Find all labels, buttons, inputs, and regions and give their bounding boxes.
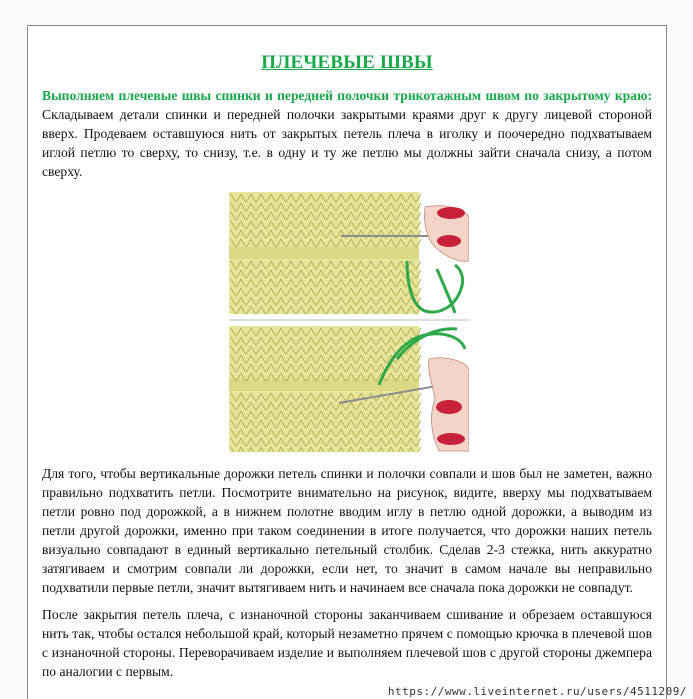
knitting-illustration-svg [229, 189, 469, 452]
bottom-hand [429, 358, 469, 451]
watermark-link[interactable]: https://www.liveinternet.ru/users/4511209/ [387, 685, 687, 698]
knitting-seam-illustration [229, 189, 469, 452]
top-seam-ridge [229, 247, 419, 259]
top-knit-panel [229, 192, 419, 314]
bottom-knit-panel [229, 326, 419, 452]
top-nail-1 [437, 207, 465, 219]
top-nail-2 [437, 235, 461, 247]
intro-text: Складываем детали спинки и передней полочки закрытыми краями друг к другу лицевой стороной вверх. Продеваем оставшуюся нить от закрытых петель плеча в иголку и поочередно подхватываем иглой петлю то сверху, то снизу, т.е. в одну и ту же петлю мы должны зайти сначала снизу, а потом сверху. [42, 107, 652, 179]
intro-paragraph [42, 86, 652, 181]
page-title: ПЛЕЧЕВЫЕ ШВЫ [261, 52, 433, 73]
paragraph-2: Для того, чтобы вертикальные дорожки петель спинки и полочки совпали и шов был не заметен, важно правильно подхватить петли. Посмотрите внимательно на рисунок, видите, вверху мы подхватываем петли ровно под дорожкой, а в нижнем полотне вводим иглу в петлю одной дорожки, а выводим из петли другой дорожки, именно при таком соединении в итоге получается, что дорожки наших петель визуально совпадают в единый вертикально петельный столбик. Сделав 2-3 стежка, нить аккуратно затягиваем и смотрим совпали ли дорожки, если нет, то значит в самом начале вы неправильно подхватили первые петли, значит вытягиваем нить и начинаем все сначала пока дорожки не совпадут. [42, 466, 652, 595]
intro-lead: Выполняем плечевые швы спинки и передней полочки трикотажным швом по закрытому краю: [42, 88, 652, 103]
bottom-seam-ridge [229, 379, 419, 391]
bottom-nail-1 [436, 400, 462, 414]
paragraph-3: После закрытия петель плеча, с изнаночной стороны заканчиваем сшивание и обрезаем оставшуюся нить так, чтобы остался небольшой край, который незаметно прячем с помощью крючка в плечевой шов с изнаночной стороны. Переворачиваем изделие и выполняем плечевой шов с другой стороны джемпера по аналогии с первым. [42, 607, 652, 679]
document-page [27, 25, 667, 699]
bottom-nail-2 [437, 433, 465, 445]
